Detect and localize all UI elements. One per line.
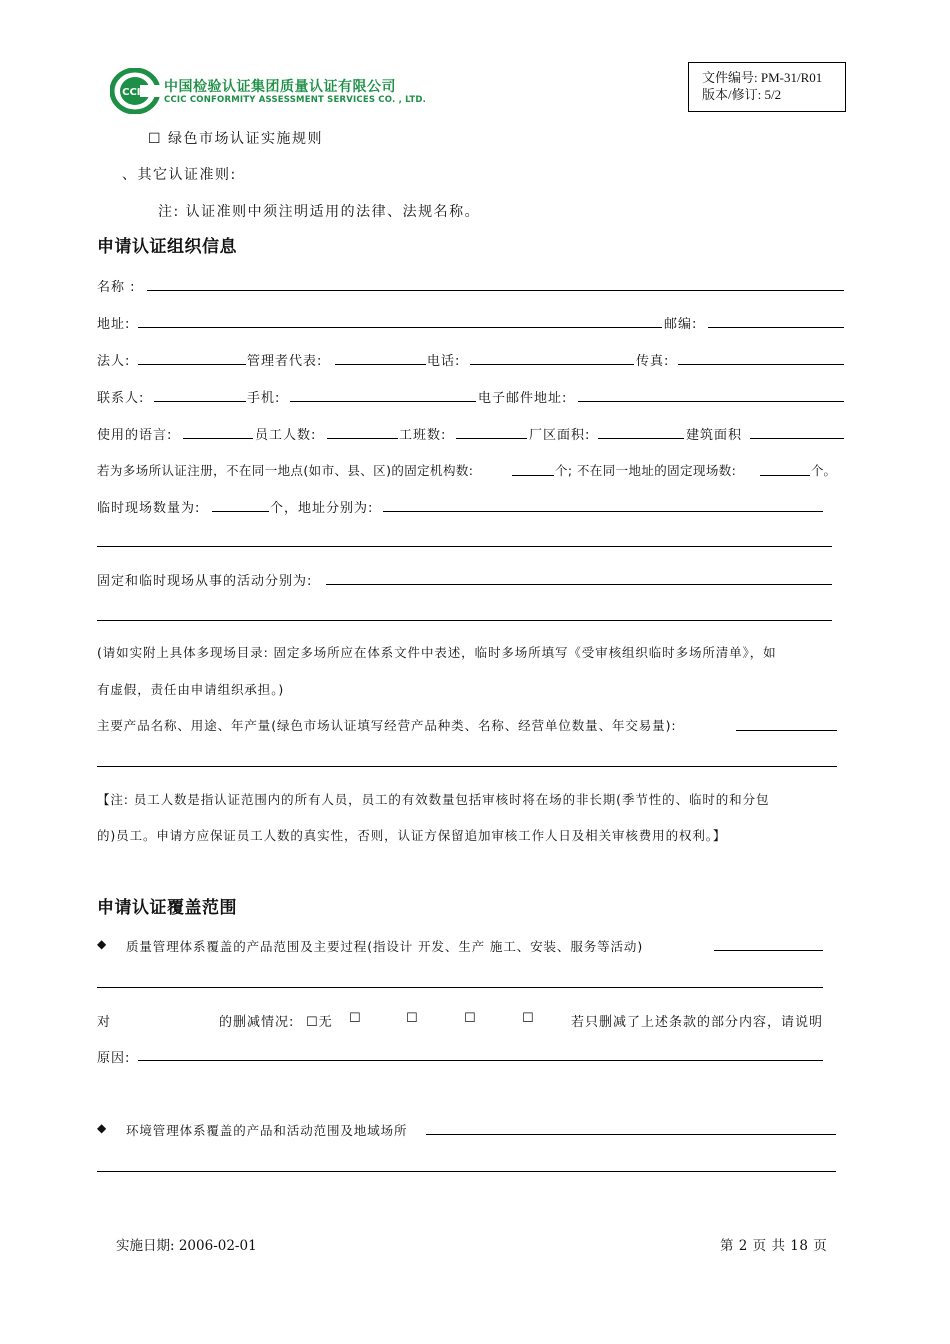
- other-criteria-label: 、其它认证准则:: [122, 167, 237, 183]
- deletion-checkbox-3[interactable]: ☐: [464, 1011, 477, 1026]
- legal-rep-field[interactable]: [138, 364, 246, 365]
- language-field[interactable]: [183, 438, 253, 439]
- fixed-sites-label: 个; 不在同一地址的固定现场数:: [555, 463, 737, 478]
- activities-line2[interactable]: [97, 620, 832, 621]
- temp-sites-address-field[interactable]: [383, 511, 823, 512]
- contact-label: 联系人:: [97, 391, 145, 406]
- company-logo: [110, 68, 160, 114]
- deletion-checkbox-2[interactable]: ☐: [406, 1011, 419, 1026]
- ems-scope-line2[interactable]: [97, 1171, 836, 1172]
- language-label: 使用的语言:: [97, 428, 173, 443]
- mobile-field[interactable]: [290, 401, 476, 402]
- company-name-cn: 中国检验认证集团质量认证有限公司: [164, 79, 396, 95]
- activities-field[interactable]: [326, 584, 832, 585]
- staff-count-field[interactable]: [327, 438, 398, 439]
- deletion-checkbox-4[interactable]: ☐: [522, 1011, 535, 1026]
- address-field[interactable]: [138, 327, 662, 328]
- products-line2[interactable]: [97, 766, 837, 767]
- page-number: 第 2 页 共 18 页: [720, 1238, 828, 1254]
- building-area-label: 建筑面积: [686, 428, 743, 443]
- qms-bullet-icon: ◆: [97, 937, 107, 951]
- fixed-sites-unit: 个。: [811, 463, 837, 478]
- deletion-prefix: 对: [97, 1015, 112, 1030]
- address-label: 地址:: [97, 317, 131, 332]
- mobile-label: 手机:: [247, 391, 281, 406]
- temp-sites-address-line2[interactable]: [97, 546, 832, 547]
- plant-area-field[interactable]: [598, 438, 684, 439]
- qms-scope-line2[interactable]: [97, 987, 823, 988]
- document-info-box: [688, 62, 846, 112]
- temp-sites-count-field[interactable]: [212, 511, 269, 512]
- deletion-none-checkbox[interactable]: ☐无: [306, 1015, 333, 1030]
- contact-field[interactable]: [154, 401, 246, 402]
- mgmt-rep-label: 管理者代表:: [247, 354, 323, 369]
- ems-bullet-icon: ◆: [97, 1121, 107, 1135]
- staff-note-line2: 的)员工。申请方应保证员工人数的真实性，否则，认证方保留追加审核工作人日及相关审核费用的权利。】: [97, 828, 727, 843]
- deletion-suffix: 若只删减了上述条款的部分内容，请说明: [571, 1015, 824, 1030]
- qms-scope-label: 质量管理体系覆盖的产品范围及主要过程(指设计 开发、生产 施工、安装、服务等活动): [126, 939, 644, 954]
- staff-count-label: 员工人数:: [255, 428, 317, 443]
- scope-title: 申请认证覆盖范围: [97, 898, 237, 918]
- mgmt-rep-field[interactable]: [335, 364, 426, 365]
- ccic-logo-icon: [110, 68, 160, 114]
- company-name-en: CCIC CONFORMITY ASSESSMENT SERVICES CO. , LTD.: [164, 95, 427, 105]
- effective-date: 实施日期: 2006-02-01: [116, 1238, 257, 1254]
- name-label: 名称 :: [97, 280, 136, 295]
- postcode-field[interactable]: [708, 327, 844, 328]
- name-field[interactable]: [147, 290, 844, 291]
- green-market-option[interactable]: ☐ 绿色市场认证实施规则: [148, 131, 324, 147]
- reason-field[interactable]: [138, 1060, 823, 1061]
- plant-area-label: 厂区面积:: [529, 428, 591, 443]
- fixed-sites-field[interactable]: [760, 475, 810, 476]
- ems-scope-label: 环境管理体系覆盖的产品和活动范围及地域场所: [126, 1123, 408, 1138]
- fixed-orgs-field[interactable]: [512, 475, 554, 476]
- reason-label: 原因:: [97, 1051, 131, 1066]
- shifts-label: 工班数:: [399, 428, 447, 443]
- phone-label: 电话:: [427, 354, 461, 369]
- email-field[interactable]: [578, 401, 844, 402]
- logo-text: CCIC: [122, 87, 148, 98]
- doc-number: 文件编号: PM-31/R01: [702, 70, 823, 85]
- deletion-label: 的删减情况:: [219, 1015, 295, 1030]
- multisite-fixed-label: 若为多场所认证注册，不在同一地点(如市、县、区)的固定机构数:: [97, 463, 474, 478]
- org-info-title: 申请认证组织信息: [97, 237, 237, 257]
- products-label: 主要产品名称、用途、年产量(绿色市场认证填写经营产品种类、名称、经营单位数量、年交易量):: [97, 718, 677, 733]
- temp-sites-unit: 个，地址分别为:: [270, 501, 374, 516]
- criteria-note: 注: 认证准则中须注明适用的法律、法规名称。: [158, 204, 481, 220]
- deletion-checkbox-1[interactable]: ☐: [349, 1011, 362, 1026]
- shifts-field[interactable]: [456, 438, 527, 439]
- fax-field[interactable]: [678, 364, 844, 365]
- email-label: 电子邮件地址:: [478, 391, 568, 406]
- temp-sites-label: 临时现场数量为:: [97, 501, 201, 516]
- multisite-note-line1: (请如实附上具体多现场目录: 固定多场所应在体系文件中表述，临时多场所填写《受审核组织临时多场所清单》，如: [97, 645, 777, 660]
- staff-note-line1: 【注: 员工人数是指认证范围内的所有人员，员工的有效数量包括审核时将在场的非长期(季节性的、临时的和分包: [97, 792, 770, 807]
- products-field[interactable]: [736, 730, 837, 731]
- legal-rep-label: 法人:: [97, 354, 131, 369]
- doc-version: 版本/修订: 5/2: [702, 87, 782, 102]
- multisite-note-line2: 有虚假，责任由申请组织承担。): [97, 682, 285, 697]
- building-area-field[interactable]: [750, 438, 844, 439]
- phone-field[interactable]: [470, 364, 634, 365]
- ems-scope-field[interactable]: [426, 1134, 836, 1135]
- postcode-label: 邮编:: [664, 317, 698, 332]
- activities-label: 固定和临时现场从事的活动分别为:: [97, 574, 313, 589]
- fax-label: 传真:: [636, 354, 670, 369]
- qms-scope-field[interactable]: [714, 950, 823, 951]
